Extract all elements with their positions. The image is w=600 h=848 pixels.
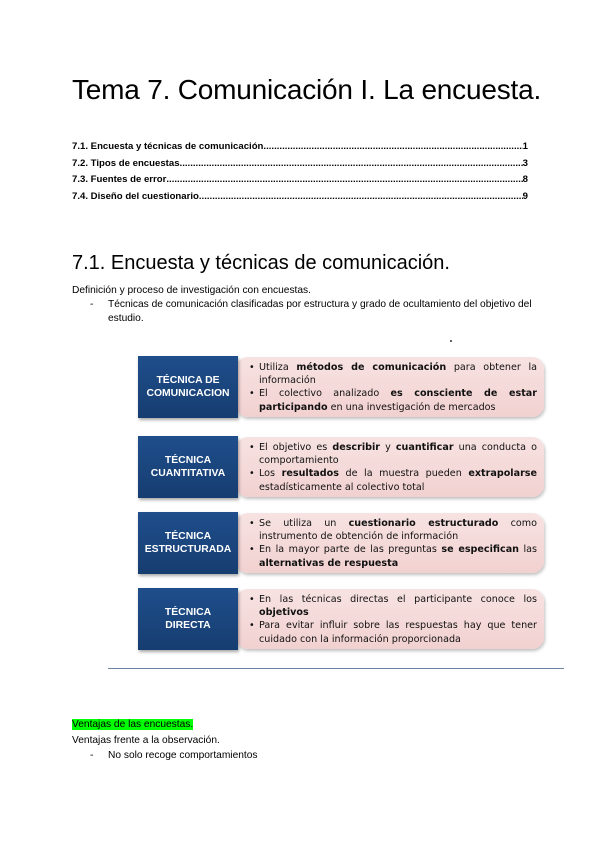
description-bullet (249, 387, 537, 413)
technique-label-box (138, 436, 238, 498)
toc-entry-page: 1 (522, 141, 528, 152)
description-bullet (249, 441, 537, 467)
bold-text: es consciente de estar participando (259, 388, 537, 413)
toc-entry-label: 7.1. Encuesta y técnicas de comunicación (72, 141, 264, 152)
bold-text: cuantificar (395, 442, 454, 453)
toc-entry[interactable] (72, 191, 528, 208)
text-run: Para evitar influir sobre las respuestas hay que tener cuidado con la información proporcionada (259, 620, 537, 645)
section-heading: 7.1. Encuesta y técnicas de comunicación. (72, 252, 450, 274)
toc-entry-label: 7.2. Tipos de encuestas (72, 157, 180, 169)
text-run: una conducta o comportamiento (259, 442, 537, 467)
toc-entry-page: 8 (522, 174, 528, 185)
bold-text: resultados (281, 468, 339, 480)
toc-leader-dots (180, 158, 523, 169)
horizontal-divider (108, 668, 564, 669)
diagram-row (136, 436, 546, 498)
description-text (249, 593, 537, 646)
table-of-contents (72, 141, 528, 207)
diagram-row (136, 356, 546, 418)
description-text (249, 517, 537, 570)
text-run: En las técnicas directas el participante conoce los (259, 594, 537, 605)
ventajas-heading (72, 718, 193, 731)
description-text (249, 441, 537, 494)
bullet-dash: - (90, 299, 94, 310)
stray-dot (450, 340, 452, 342)
description-text (249, 361, 537, 414)
bullet-text: Técnicas de comunicación clasificadas por estructura y grado de ocultamiento del objetivo del estudio. (108, 299, 532, 324)
description-bullet (249, 593, 537, 619)
technique-label: TÉCNICA CUANTITATIVA (150, 455, 226, 479)
techniques-diagram (136, 356, 546, 654)
technique-label: TÉCNICA DE COMUNICACION (146, 375, 230, 399)
text-run: como instrumento de obtención de información (259, 518, 537, 543)
text-run: El objetivo es (259, 442, 333, 453)
bold-text: extrapolarse (468, 468, 538, 480)
text-run: Se utiliza un (259, 518, 349, 529)
description-bullet (249, 361, 537, 387)
toc-entry-label: 7.3. Fuentes de error (72, 174, 167, 185)
text-run: Utiliza (259, 362, 297, 373)
technique-label: TÉCNICA ESTRUCTURADA (144, 531, 232, 555)
toc-entry[interactable] (72, 158, 528, 175)
description-bullet (249, 517, 537, 543)
description-bullet (249, 543, 537, 569)
toc-leader-dots (263, 141, 522, 152)
text-run: Los (259, 468, 282, 480)
toc-entry-page: 9 (522, 190, 528, 202)
text-run: y (380, 442, 396, 453)
toc-entry-label: 7.4. Diseño del cuestionario (72, 190, 199, 202)
ventajas-subtitle: Ventajas frente a la observación. (72, 735, 220, 746)
toc-entry[interactable] (72, 174, 528, 191)
bold-text: describir (332, 442, 381, 453)
bold-text: cuestionario estructurado (348, 518, 499, 529)
bullet-dash: - (90, 750, 94, 761)
document-title: Tema 7. Comunicación I. La encuesta. (72, 74, 542, 105)
diagram-row (136, 588, 546, 650)
technique-label-box (138, 356, 238, 418)
bold-text: métodos de comunicación (296, 362, 447, 373)
technique-label-box (138, 588, 238, 650)
highlighted-text: Ventajas de las encuestas. (72, 719, 194, 730)
section-intro: Definición y proceso de investigación con encuestas. (72, 285, 311, 296)
description-bullet (249, 467, 537, 493)
toc-entry[interactable] (72, 141, 528, 158)
toc-entry-page: 3 (522, 157, 528, 169)
text-run: en una investigación de mercados (327, 401, 496, 413)
technique-label: TÉCNICA DIRECTA (164, 607, 212, 631)
bold-text: se especifican (441, 544, 519, 556)
text-run: En la mayor parte de las preguntas (259, 544, 442, 556)
text-run: El colectivo analizado (259, 388, 391, 400)
toc-leader-dots (199, 191, 523, 202)
text-run: para obtener la información (259, 362, 537, 387)
description-bullet (249, 619, 537, 645)
text-run: de la muestra pueden (338, 468, 469, 480)
bold-text: alternativas de respuesta (259, 557, 399, 569)
text-run: las (519, 544, 538, 556)
text-run: estadísticamente al colectivo total (259, 481, 425, 493)
bold-text: objetivos (259, 607, 309, 619)
toc-leader-dots (166, 174, 522, 185)
bullet-text: No solo recoge comportamientos (108, 750, 258, 761)
diagram-row (136, 512, 546, 574)
technique-label-box (138, 512, 238, 574)
